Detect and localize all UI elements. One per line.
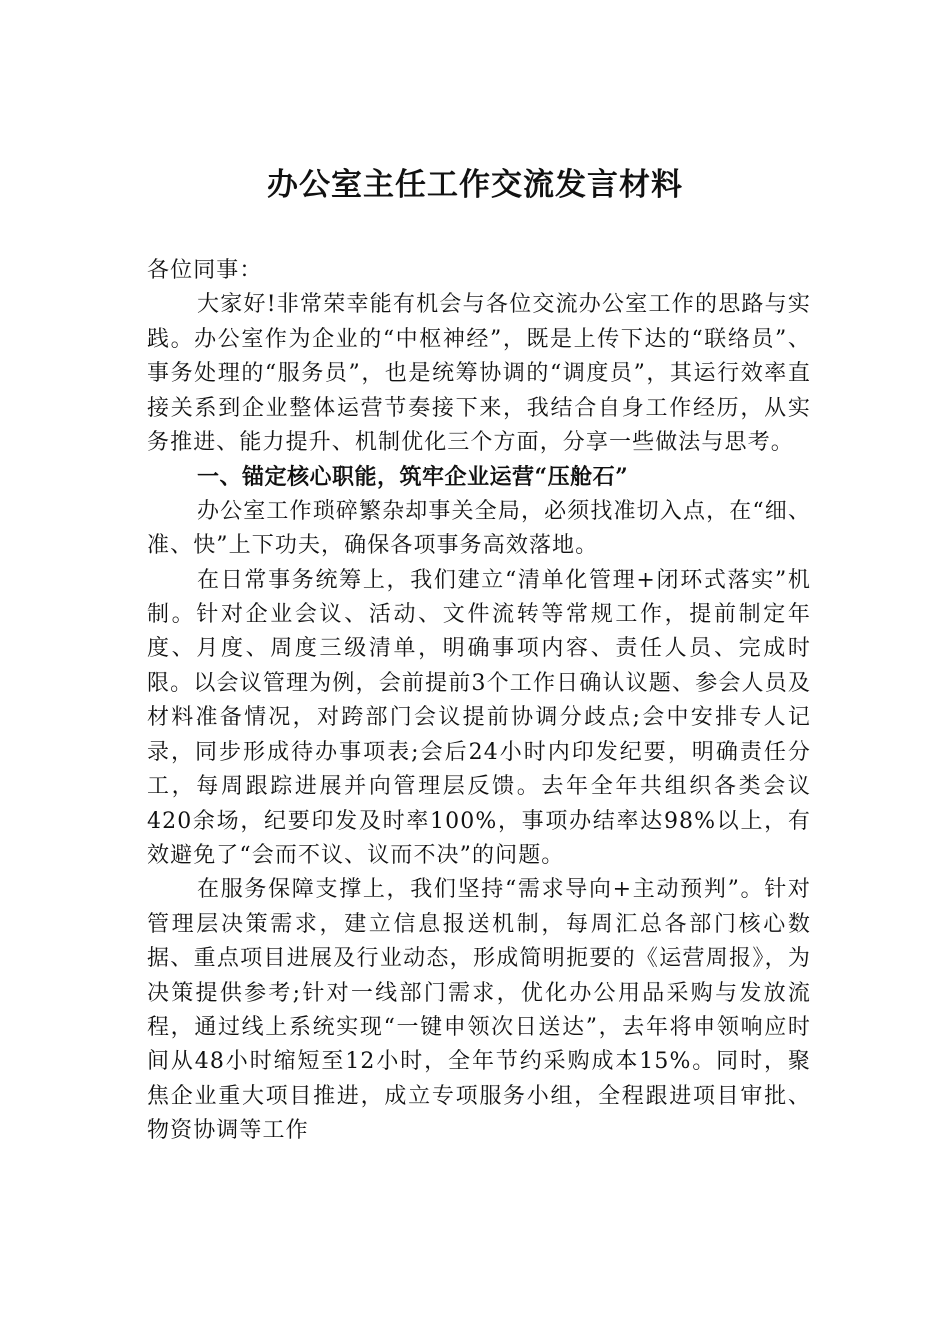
paragraph-intro: 大家好!非常荣幸能有机会与各位交流办公室工作的思路与实践。办公室作为企业的“中枢神经”，既是上传下达的“联络员”、事务处理的“服务员”，也是统筹协调的“调度员”，其运行效率直接关系到企业整体运营节奏接下来，我结合自身工作经历，从实务推进、能力提升、机制优化三个方面，分享一些做法与思考。 xyxy=(147,292,811,456)
salutation: 各位同事： xyxy=(147,258,263,283)
paragraph-section-1-lead: 办公室工作琐碎繁杂却事关全局，必须找准切入点，在“细、准、快”上下功夫，确保各项事务高效落地。 xyxy=(147,498,811,559)
document-title: 办公室主任工作交流发言材料 xyxy=(267,167,683,203)
paragraph-service-support: 在服务保障支撑上，我们坚持“需求导向+主动预判”。针对管理层决策需求，建立信息报送机制，每周汇总各部门核心数据、重点项目进展及行业动态，形成简明扼要的《运营周报》，为决策提供参考;针对一线部门需求，优化办公用品采购与发放流程，通过线上系统实现“一键申领次日送达”，去年将申领响应时间从48小时缩短至12小时，全年节约采购成本15%。同时，聚焦企业重大项目推进，成立专项服务小组，全程跟进项目审批、物资协调等工作 xyxy=(147,877,811,1144)
section-heading-1: 一、锚定核心职能，筑牢企业运营“压舱石” xyxy=(197,464,629,491)
document-body xyxy=(147,254,811,1149)
paragraph-daily-affairs: 在日常事务统筹上，我们建立“清单化管理+闭环式落实”机制。针对企业会议、活动、文件流转等常规工作，提前制定年度、月度、周度三级清单，明确事项内容、责任人员、完成时限。以会议管理为例，会前提前3个工作日确认议题、参会人员及材料准备情况，对跨部门会议提前协调分歧点;会中安排专人记录，同步形成待办事项表;会后24小时内印发纪要，明确责任分工，每周跟踪进展并向管理层反馈。去年全年共组织各类会议420余场，纪要印发及时率100%，事项办结率达98%以上，有效避免了“会而不议、议而不决”的问题。 xyxy=(147,567,811,868)
